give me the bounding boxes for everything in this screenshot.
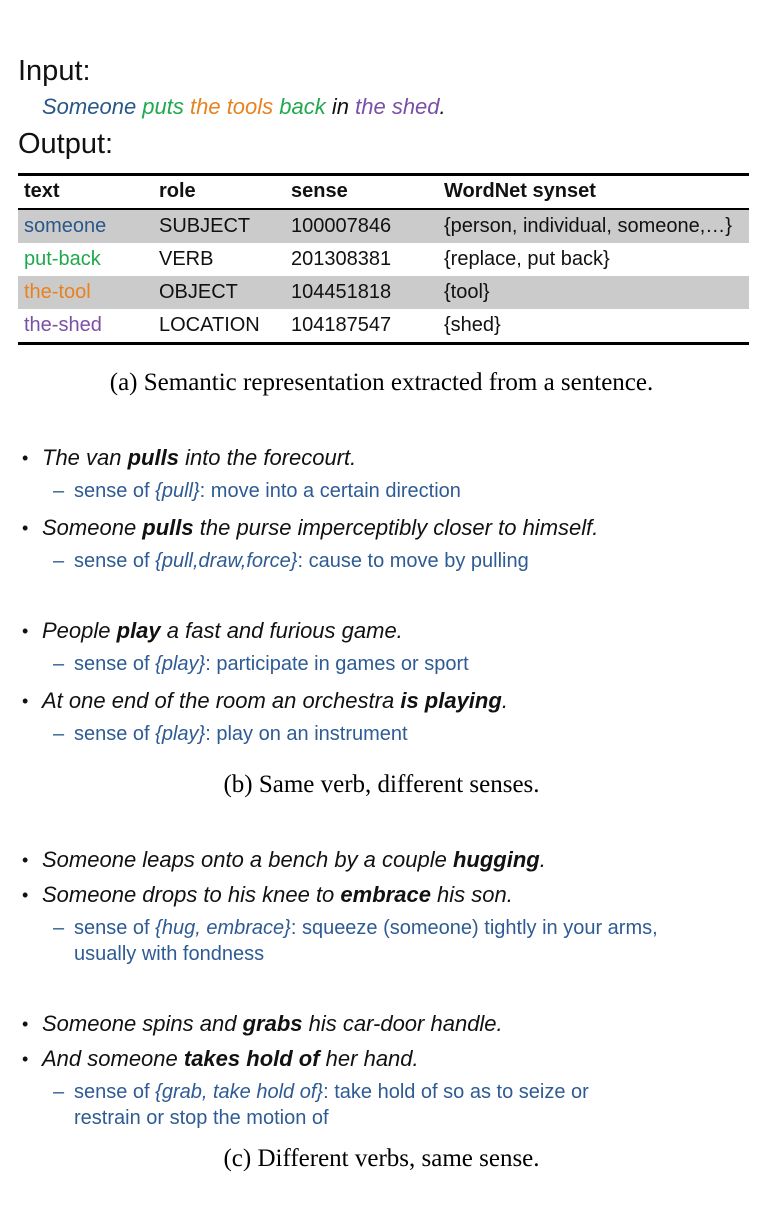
text-segment: his car-door handle. [302,1011,503,1036]
item-text [42,1044,419,1074]
item-text [42,686,508,716]
bullet-item [0,1009,763,1039]
text-segment: : play on an instrument [205,723,408,745]
bullet-marker: • [22,518,29,538]
text-segment: restrain or stop the motion of [74,1107,329,1129]
text-segment: sense of [74,653,156,675]
bullet-item [0,443,763,473]
text-segment: takes hold of [183,1046,320,1071]
entity-label: the-tool [24,281,91,303]
item-text [42,616,403,646]
cell-synset: {person, individual, someone,…} [444,215,732,237]
bullet-marker: • [22,448,29,468]
text-segment: puts [142,94,190,119]
text-segment: . [439,94,446,119]
text-segment: sense of [74,550,156,572]
cell-synset: {shed} [444,314,501,336]
bullet-group [0,616,763,747]
entity-label: the-shed [24,314,102,336]
text-segment: {play} [155,653,206,675]
dash-marker: – [53,1081,65,1103]
text-segment: back [279,94,332,119]
table-row [18,276,749,309]
text-segment: Someone leaps onto a bench by a couple [42,847,453,872]
bullet-group [0,1009,763,1131]
text-segment: . [501,688,508,713]
sense-item [0,548,763,574]
item-text [42,443,356,473]
caption-b: (b) Same verb, different senses. [223,771,540,798]
cell-sense: 104187547 [291,314,392,336]
item-text [42,513,598,543]
text-segment: the tools [190,94,280,119]
item-text [74,721,408,747]
item-text [74,651,469,677]
input-label: Input: [18,55,91,87]
sense-item [0,1079,763,1131]
text-segment: embrace [340,882,431,907]
text-segment: the shed [355,94,440,119]
text-segment: sense of [74,723,156,745]
text-segment: {pull} [155,480,200,502]
text-segment: At one end of the room an orchestra [42,688,401,713]
item-text [42,845,546,875]
bullet-item [0,845,763,875]
table-head [18,175,749,210]
item-text [74,1079,589,1131]
text-segment: hugging [452,847,540,872]
entity-label: someone [24,215,107,237]
cell-role: LOCATION [159,314,260,336]
dash-marker: – [53,917,65,939]
item-text [74,548,529,574]
text-segment: And someone [42,1046,184,1071]
table-row [18,309,749,344]
table-body [18,209,749,344]
bullet-marker: • [22,1014,29,1034]
text-segment: his son. [430,882,513,907]
output-table [18,173,749,345]
column-header: text [24,180,60,202]
caption-c: (c) Different verbs, same sense. [223,1145,540,1172]
cell-text [18,276,153,309]
text-segment: The van [42,445,128,470]
sense-item [0,721,763,747]
section-b [0,443,763,747]
dash-marker: – [53,480,65,502]
item-text [74,478,461,504]
text-segment: : participate in games or sport [205,653,469,675]
cell-sense: 100007846 [291,215,392,237]
text-segment: usually with fondness [74,943,265,965]
dash-marker: – [53,653,65,675]
item-text [42,1009,503,1039]
text-segment: Someone [42,94,143,119]
text-segment: the purse imperceptibly closer to himself. [193,515,599,540]
text-segment: : move into a certain direction [199,480,461,502]
sense-item [0,651,763,677]
text-segment: sense of [74,1081,156,1103]
bullet-item [0,880,763,910]
text-segment: pulls [127,445,179,470]
dash-marker: – [53,550,65,572]
text-segment: Someone spins and [42,1011,243,1036]
text-segment: : take hold of so as to seize or [323,1081,589,1103]
cell-role: SUBJECT [159,215,251,237]
text-segment: : cause to move by pulling [297,550,529,572]
section-c [0,845,763,1131]
bullet-marker: • [22,691,29,711]
text-segment: {grab, take hold of} [155,1081,324,1103]
cell-text [18,309,153,344]
text-segment: sense of [74,917,156,939]
cell-role: OBJECT [159,281,238,303]
text-segment: a fast and furious game. [160,618,403,643]
entity-label: put-back [24,248,101,270]
item-text [74,915,658,967]
cell-text [18,209,153,243]
table-row [18,243,749,276]
text-segment: grabs [242,1011,303,1036]
caption-a: (a) Semantic representation extracted from a sentence. [109,369,654,396]
bullet-marker: • [22,850,29,870]
text-segment: pulls [142,515,194,540]
bullet-group [0,443,763,574]
column-header: WordNet synset [444,180,596,202]
table-header-row [18,175,749,210]
text-segment: play [116,618,161,643]
text-segment: : squeeze (someone) tightly in your arms, [290,917,658,939]
bullet-item [0,616,763,646]
input-sentence [42,95,763,119]
cell-text [18,243,153,276]
sense-item [0,915,763,967]
cell-sense: 201308381 [291,248,392,270]
dash-marker: – [53,723,65,745]
column-header: role [159,180,196,202]
column-header: sense [291,180,348,202]
bullet-item [0,513,763,543]
text-segment: {play} [155,723,206,745]
cell-role: VERB [159,248,214,270]
text-segment: her hand. [319,1046,419,1071]
sense-item [0,478,763,504]
bullet-marker: • [22,1049,29,1069]
cell-synset: {tool} [444,281,490,303]
item-text [42,880,513,910]
text-segment: Someone [42,515,143,540]
cell-synset: {replace, put back} [444,248,610,270]
bullet-marker: • [22,885,29,905]
bullet-marker: • [22,621,29,641]
bullet-item [0,1044,763,1074]
text-segment: Someone drops to his knee to [42,882,341,907]
text-segment: is playing [400,688,502,713]
text-segment: sense of [74,480,156,502]
text-segment: {pull,draw,force} [155,550,298,572]
text-segment: People [42,618,117,643]
text-segment: {hug, embrace} [155,917,291,939]
text-segment: . [539,847,546,872]
text-segment: into the forecourt. [178,445,357,470]
bullet-item [0,686,763,716]
bullet-group [0,845,763,967]
table-row [18,209,749,243]
text-segment: in [331,94,356,119]
cell-sense: 104451818 [291,281,392,303]
output-label: Output: [18,128,114,160]
